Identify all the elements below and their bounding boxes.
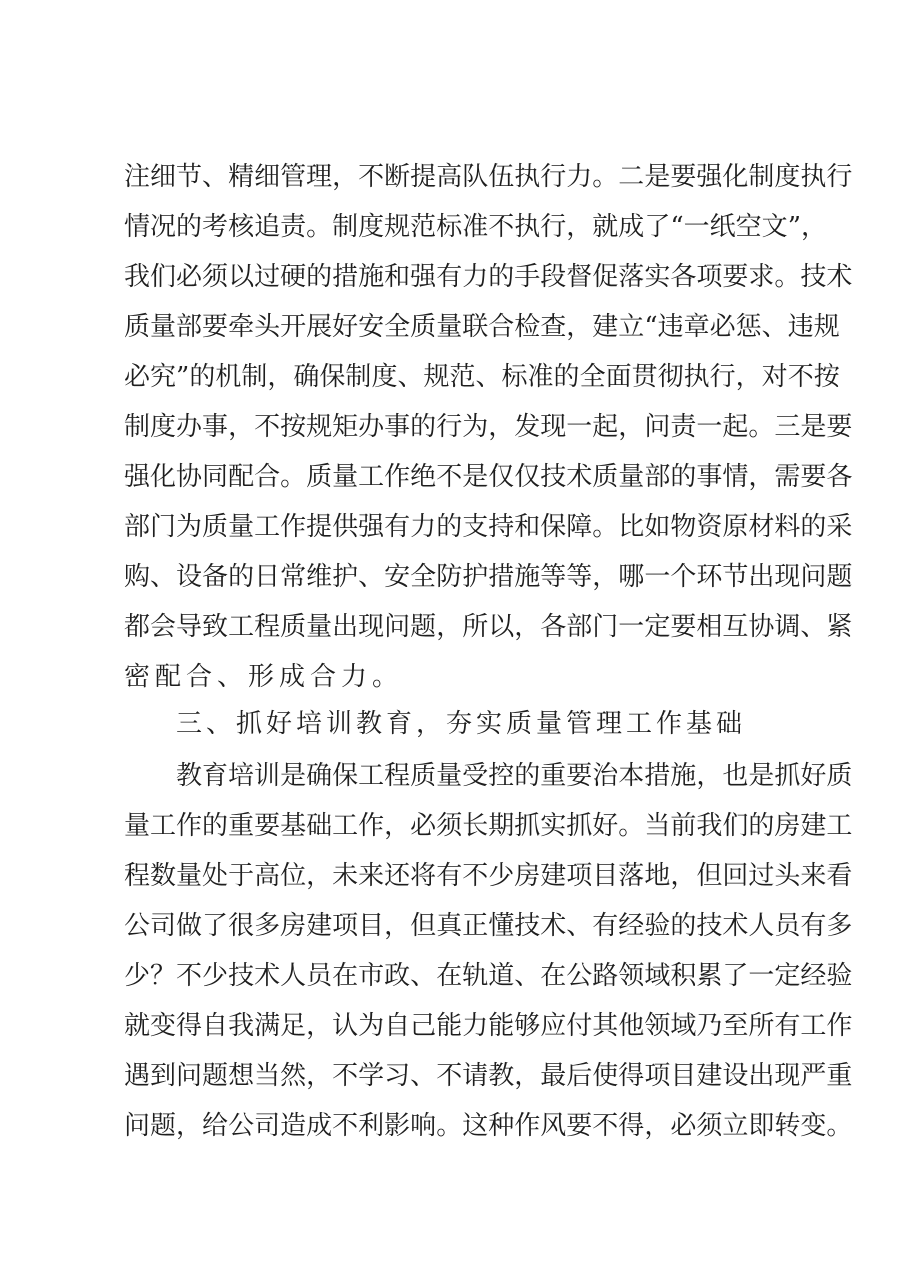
text-line: 遇 到 问 题 想 当 然 ， 不 学 习 、 不 请 教 ， 最 后 使 得 项 目 建 设 出 现 严 重 xyxy=(124,1061,853,1091)
text-line: 必 究 ” 的 机 制 ， 确 保 制 度 、 规 范 、 标 准 的 全 面 贯 彻 执 行 ， 对 不 按 xyxy=(124,362,840,392)
text-line: 部 门 为 质 量 工 作 提 供 强 有 力 的 支 持 和 保 障 。 比 如 物 资 原 材 料 的 采 xyxy=(124,512,853,542)
text-line: 问 题 ， 给 公 司 造 成 不 利 影 响 。 这 种 作 风 要 不 得 ， 必 须 立 即 转 变 。 xyxy=(124,1111,853,1141)
text-line: 制 度 办 事 ， 不 按 规 矩 办 事 的 行 为 ， 发 现 一 起 ， 问 责 一 起 。 三 是 要 xyxy=(124,412,853,442)
text-line: 购 、 设 备 的 日 常 维 护 、 安 全 防 护 措 施 等 等 ， 哪 一 个 环 节 出 现 问 题 xyxy=(124,562,853,592)
text-line: 教 育 培 训 是 确 保 工 程 质 量 受 控 的 重 要 治 本 措 施 ， 也 是 抓 好 质 xyxy=(176,761,853,791)
text-line: 公 司 做 了 很 多 房 建 项 目 ， 但 真 正 懂 技 术 、 有 经 验 的 技 术 人 员 有 多 xyxy=(124,911,853,941)
text-line: 质 量 部 要 牵 头 开 展 好 安 全 质 量 联 合 检 查 ， 建 立 “ 违 章 必 惩 、 违 规 xyxy=(124,312,840,342)
text-line: 情 况 的 考 核 追 责 。 制 度 规 范 标 准 不 执 行 ， 就 成 了 “ 一 纸 空 文 ” ， xyxy=(124,212,827,242)
text-line: 都 会 导 致 工 程 质 量 出 现 问 题 ， 所 以 ， 各 部 门 一 定 要 相 互 协 调 、 紧 xyxy=(124,612,853,642)
text-line: 就 变 得 自 我 满 足 ， 认 为 自 己 能 力 能 够 应 付 其 他 领 域 乃 至 所 有 工 作 xyxy=(124,1011,853,1041)
text-line: 少 ？ 不 少 技 术 人 员 在 市 政 、 在 轨 道 、 在 公 路 领 域 积 累 了 一 定 经 验 xyxy=(124,961,853,991)
text-line: 密配合、形成合力。 xyxy=(124,662,404,692)
text-line: 强 化 协 同 配 合 。 质 量 工 作 绝 不 是 仅 仅 技 术 质 量 部 的 事 情 ， 需 要 各 xyxy=(124,462,853,492)
text-line: 量 工 作 的 重 要 基 础 工 作 ， 必 须 长 期 抓 实 抓 好 。 当 前 我 们 的 房 建 工 xyxy=(124,811,853,841)
text-line: 我 们 必 须 以 过 硬 的 措 施 和 强 有 力 的 手 段 督 促 落 实 各 项 要 求 。 技 术 xyxy=(124,262,853,292)
section-heading: 三、抓好培训教育，夯实质量管理工作基础 xyxy=(176,709,747,739)
text-line: 注 细 节 、 精 细 管 理 ， 不 断 提 高 队 伍 执 行 力 。 二 是 要 强 化 制 度 执 行 xyxy=(124,162,853,192)
text-line: 程 数 量 处 于 高 位 ， 未 来 还 将 有 不 少 房 建 项 目 落 地 ， 但 回 过 头 来 看 xyxy=(124,861,853,891)
